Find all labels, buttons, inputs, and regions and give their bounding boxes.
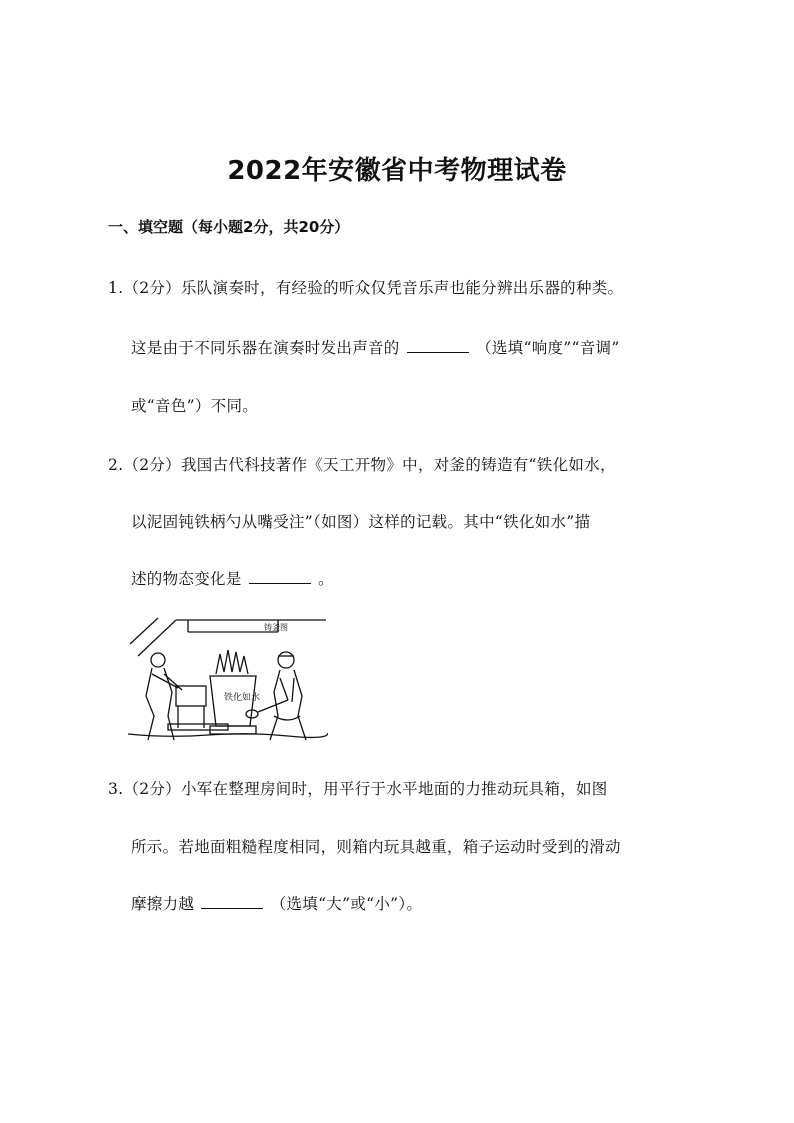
q2-line3 [131,567,334,589]
q3-line3-post: （选填“大”或“小”）。 [270,895,423,913]
q1-answer-blank[interactable] [407,340,469,353]
pot-text: 铁化如水 [224,693,261,703]
q2-answer-blank[interactable] [249,571,311,584]
q1-line2-post: （选填“响度”“音调” [476,339,620,357]
q3-line3-pre: 摩擦力越 [131,895,195,913]
casting-cauldron-illustration [128,616,328,744]
figure-label: 铸釜图 [264,623,288,632]
q3-line2: 所示。若地面粗糙程度相同，则箱内玩具越重，箱子运动时受到的滑动 [131,838,621,856]
q2-line3-post: 。 [318,570,334,588]
section-heading: 一、填空题（每小题2分，共20分） [108,218,350,236]
q1-line3: 或“音色”）不同。 [131,397,259,415]
q3-line1: 3.（2分）小军在整理房间时，用平行于水平地面的力推动玩具箱，如图 [108,780,608,798]
q2-line2: 以泥固钝铁柄勺从嘴受注”（如图）这样的记载。其中“铁化如水”描 [131,513,591,531]
q3-answer-blank[interactable] [201,896,263,909]
q1-line2-pre: 这是由于不同乐器在演奏时发出声音的 [131,339,400,357]
page-title: 2022年安徽省中考物理试卷 [227,156,567,186]
q3-line3 [131,892,422,914]
q1-line1: 1.（2分）乐队演奏时，有经验的听众仅凭音乐声也能分辨出乐器的种类。 [108,279,624,297]
q2-line3-pre: 述的物态变化是 [131,570,242,588]
q2-line1: 2.（2分）我国古代科技著作《天工开物》中，对釜的铸造有“铁化如水， [108,456,616,474]
q1-line2 [131,336,620,358]
